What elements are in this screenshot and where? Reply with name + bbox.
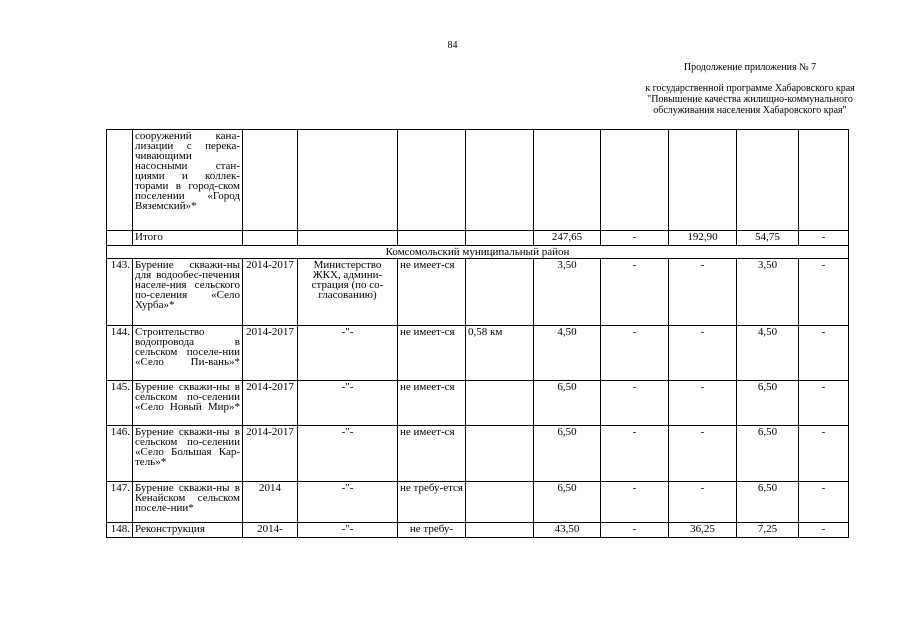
col-b-cell: - bbox=[669, 326, 737, 381]
col-c-cell: 7,25 bbox=[737, 523, 799, 538]
col-a-cell: - bbox=[601, 231, 669, 246]
object-name-cell: Бурение скважи-ны для водообес-печения населе-ния сельского по-селения «Село Хурба»* bbox=[133, 259, 243, 326]
object-name-cell: Бурение скважи-ны в сельском по-селении «Село Новый Мир»* bbox=[133, 381, 243, 426]
total-cell: 6,50 bbox=[534, 426, 601, 482]
total-cell: 4,50 bbox=[534, 326, 601, 381]
years-cell: 2014-2017 bbox=[243, 381, 298, 426]
table-row bbox=[107, 259, 849, 326]
col-d-cell: - bbox=[799, 259, 849, 326]
col-c-cell bbox=[737, 130, 799, 231]
executor-cell: -"- bbox=[298, 326, 398, 381]
expertise-cell: не требу-ется bbox=[398, 482, 466, 523]
object-name-cell: Бурение скважи-ны в Кенайском сельском поселе-нии* bbox=[133, 482, 243, 523]
table-row bbox=[107, 523, 849, 538]
total-cell: 43,50 bbox=[534, 523, 601, 538]
col-d-cell bbox=[799, 130, 849, 231]
appendix-title: Продолжение приложения № 7 bbox=[683, 62, 817, 73]
col-a-cell bbox=[601, 130, 669, 231]
capacity-cell bbox=[466, 231, 534, 246]
row-number-cell: 147. bbox=[107, 482, 133, 523]
col-a-cell: - bbox=[601, 426, 669, 482]
expertise-cell: не имеет-ся bbox=[398, 426, 466, 482]
row-number-cell: 148. bbox=[107, 523, 133, 538]
executor-cell: -"- bbox=[298, 523, 398, 538]
row-number-cell: 143. bbox=[107, 259, 133, 326]
object-name-cell: Бурение скважи-ны в сельском по-селении «Село Большая Кар-тель»* bbox=[133, 426, 243, 482]
executor-cell: -"- bbox=[298, 482, 398, 523]
row-number-cell: 146. bbox=[107, 426, 133, 482]
col-c-cell: 6,50 bbox=[737, 381, 799, 426]
section-title: Комсомольский муниципальный район bbox=[107, 246, 849, 259]
appendix-line-2: к государственной программе Хабаровского края bbox=[645, 83, 855, 94]
total-label: Итого bbox=[133, 231, 243, 246]
total-cell: 6,50 bbox=[534, 381, 601, 426]
col-d-cell: - bbox=[799, 426, 849, 482]
capacity-cell bbox=[466, 426, 534, 482]
col-a-cell: - bbox=[601, 523, 669, 538]
col-b-cell: 192,90 bbox=[669, 231, 737, 246]
executor-cell bbox=[298, 231, 398, 246]
capacity-cell bbox=[466, 523, 534, 538]
col-d-cell: - bbox=[799, 326, 849, 381]
col-b-cell: - bbox=[669, 426, 737, 482]
object-name-cell: сооружений кана-лизации с перека-чивающими насосными стан-циями и коллек-торами в город-ском поселении «Город Вяземский»* bbox=[133, 130, 243, 231]
page-number: 84 bbox=[447, 40, 458, 51]
years-cell: 2014- bbox=[243, 523, 298, 538]
section-row bbox=[107, 246, 849, 259]
table-row bbox=[107, 381, 849, 426]
row-number-cell: 145. bbox=[107, 381, 133, 426]
expertise-cell bbox=[398, 231, 466, 246]
col-d-cell: - bbox=[799, 231, 849, 246]
total-cell bbox=[534, 130, 601, 231]
col-a-cell: - bbox=[601, 259, 669, 326]
col-a-cell: - bbox=[601, 381, 669, 426]
capacity-cell: 0,58 км bbox=[466, 326, 534, 381]
col-b-cell: - bbox=[669, 482, 737, 523]
col-c-cell: 54,75 bbox=[737, 231, 799, 246]
capacity-cell bbox=[466, 482, 534, 523]
col-c-cell: 6,50 bbox=[737, 426, 799, 482]
executor-cell: -"- bbox=[298, 381, 398, 426]
total-cell: 3,50 bbox=[534, 259, 601, 326]
table-row bbox=[107, 482, 849, 523]
col-d-cell: - bbox=[799, 381, 849, 426]
years-cell bbox=[243, 231, 298, 246]
row-number-cell bbox=[107, 130, 133, 231]
executor-cell: -"- bbox=[298, 426, 398, 482]
object-name-cell: Строительство водопровода в сельском поселе-нии «Село Пи-вань»* bbox=[133, 326, 243, 381]
col-b-cell bbox=[669, 130, 737, 231]
expertise-cell bbox=[398, 130, 466, 231]
appendix-line-3: "Повышение качества жилищно-коммунального bbox=[647, 94, 853, 105]
total-cell: 247,65 bbox=[534, 231, 601, 246]
expertise-cell: не имеет-ся bbox=[398, 326, 466, 381]
col-c-cell: 6,50 bbox=[737, 482, 799, 523]
executor-cell bbox=[298, 130, 398, 231]
expertise-cell: не требу- bbox=[398, 523, 466, 538]
capacity-cell bbox=[466, 259, 534, 326]
col-a-cell: - bbox=[601, 326, 669, 381]
years-cell bbox=[243, 130, 298, 231]
table-row bbox=[107, 130, 849, 231]
col-b-cell: - bbox=[669, 381, 737, 426]
total-row bbox=[107, 231, 849, 246]
program-table bbox=[106, 129, 849, 538]
row-number-cell bbox=[107, 231, 133, 246]
years-cell: 2014-2017 bbox=[243, 259, 298, 326]
appendix-line-4: обслуживания населения Хабаровского края" bbox=[653, 105, 847, 116]
executor-cell: Министерство ЖКХ, админи-страция (по со-гласованию) bbox=[298, 259, 398, 326]
col-c-cell: 3,50 bbox=[737, 259, 799, 326]
col-b-cell: - bbox=[669, 259, 737, 326]
years-cell: 2014 bbox=[243, 482, 298, 523]
years-cell: 2014-2017 bbox=[243, 426, 298, 482]
table-row bbox=[107, 426, 849, 482]
col-d-cell: - bbox=[799, 523, 849, 538]
row-number-cell: 144. bbox=[107, 326, 133, 381]
capacity-cell bbox=[466, 130, 534, 231]
table-row bbox=[107, 326, 849, 381]
col-c-cell: 4,50 bbox=[737, 326, 799, 381]
col-d-cell: - bbox=[799, 482, 849, 523]
years-cell: 2014-2017 bbox=[243, 326, 298, 381]
appendix-header bbox=[600, 62, 900, 116]
expertise-cell: не имеет-ся bbox=[398, 381, 466, 426]
capacity-cell bbox=[466, 381, 534, 426]
expertise-cell: не имеет-ся bbox=[398, 259, 466, 326]
total-cell: 6,50 bbox=[534, 482, 601, 523]
col-a-cell: - bbox=[601, 482, 669, 523]
col-b-cell: 36,25 bbox=[669, 523, 737, 538]
object-name-cell: Реконструкция bbox=[133, 523, 243, 538]
